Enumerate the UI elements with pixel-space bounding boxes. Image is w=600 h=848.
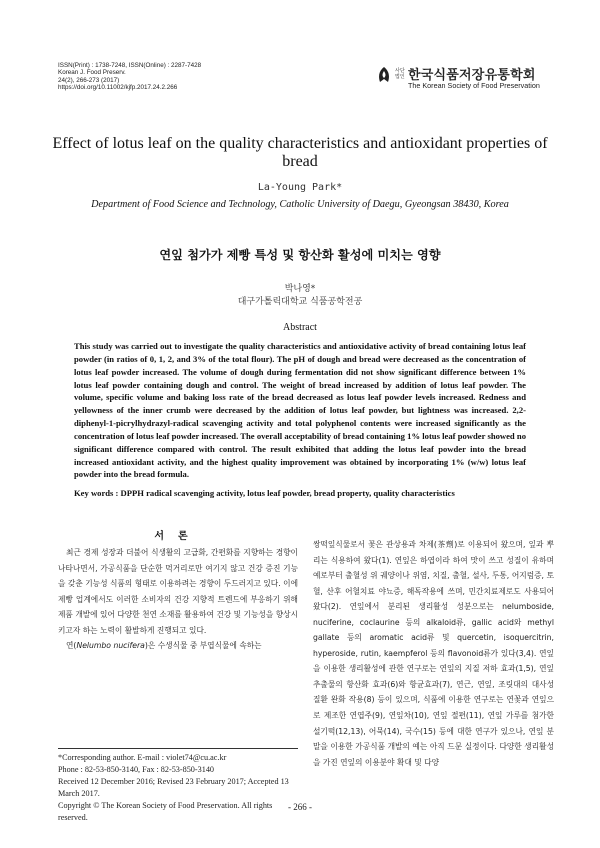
left-column <box>58 545 298 654</box>
footnote <box>58 752 298 824</box>
right-column <box>313 537 554 770</box>
society-emblem-icon <box>376 66 392 84</box>
logo-small-text: 사단 법인 <box>395 68 405 80</box>
author-affiliation: Department of Food Science and Technology, Catholic University of Daegu, Gyeongsan 38430, Korea <box>91 199 509 210</box>
korean-author: 박나영* <box>284 284 316 294</box>
issn-line: ISSN(Print) : 1738-7248, ISSN(Online) : 2287-7428 <box>58 62 202 69</box>
doi-link[interactable]: https://doi.org/10.11002/kjfp.2017.24.2.266 <box>58 83 178 91</box>
received-dates: Received 12 December 2016; Revised 23 February 2017; Accepted 13 March 2017. <box>58 777 289 798</box>
right-column-paragraph: 쌍떡잎식물로서 꽃은 관상용과 차제(茶劑)로 이용되어 왔으며, 잎과 뿌리는 식용하여 왔다(1). 연잎은 하엽이라 하여 맛이 쓰고 성질이 유하며 예로부터 출혈성 위 궤양이나 위염, 치질, 출혈, 설사, 두통, 어지럼증, 토혈, 산후 어혈치료 야뇨증, 해독작용에 쓰며, 민간치료제로도 사용되어 왔다(2). 연잎에서 분리된 생리활성 성분으로는 nelumboside, nuciferine, coclaurine 등의 alkaloid류, gallic acid와 methyl gallate 등의 aromatic acid류 및 quercetin, isoquercitrin, hyperoside, rutin, kaempferol 등의 flavonoid류가 있다(3,4). 연잎을 이용한 생리활성에 관한 연구로는 연잎의 지질 저하 효과(1,5), 연잎 추출물의 항산화 효과(6)와 항균효과(7), 연근, 연잎, 조릿대의 대사성 질환 완화 작용(8) 등이 있으며, 식품에 이용한 연구로는 연꽃과 연잎으로 제조한 연엽주(9), 연잎차(10), 연잎 절편(11), 연잎 가루를 첨가한 설기떡(12,13), 어묵(14), 국수(15) 등에 대한 연구가 있으나, 연잎 분말을 이용한 가공식품 개발의 예는 아직 드문 실정이다. 다양한 생리활성을 가진 연잎의 이용분야 확대 및 다양 <box>313 540 554 767</box>
keywords-line: Key words : DPPH radical scavenging activity, lotus leaf powder, bread property, quality characteristics <box>74 488 455 498</box>
paper-title: Effect of lotus leaf on the quality characteristics and antioxidant properties of bread <box>52 135 548 170</box>
abstract-heading: Abstract <box>283 322 317 333</box>
journal-meta <box>58 62 201 91</box>
contact-phone-fax: Phone : 82-53-850-3140, Fax : 82-53-850-3140 <box>58 765 215 774</box>
corresponding-author: *Corresponding author. E-mail : violet74@cu.ac.kr <box>58 753 227 762</box>
society-english-name: The Korean Society of Food Preservation <box>408 81 540 90</box>
society-korean-name: 한국식품저장유통학회 <box>408 68 536 83</box>
para2-suffix: )은 수생식물 중 부엽식물에 속하는 <box>144 641 262 651</box>
korean-title: 연잎 첨가가 제빵 특성 및 항산화 활성에 미치는 영향 <box>159 248 441 262</box>
intro-paragraph-2 <box>58 638 298 654</box>
author-name: La-Young Park* <box>257 182 343 193</box>
volume-issue: 24(2), 266-273 (2017) <box>58 76 120 84</box>
journal-name: Korean J. Food Preserv. <box>58 69 126 77</box>
korean-affiliation: 대구가톨릭대학교 식품공학전공 <box>237 297 363 307</box>
society-logo <box>376 64 556 94</box>
footnote-divider <box>58 748 298 749</box>
page-number: - 266 - <box>288 802 312 812</box>
species-name: Nelumbo nucifera <box>76 641 145 651</box>
copyright-notice: Copyright © The Korean Society of Food Preservation. All rights reserved. <box>58 801 273 822</box>
abstract-body: This study was carried out to investigate the quality characteristics and antioxidative activity of bread containing lotus leaf powder (in ratios of 0, 1, 2, and 3% of the total flour). The pH of dough and bread were decreased as the concentration of lotus leaf powder increased. The volume of dough during fermentation did not show significant difference between 1% lotus leaf powder containing dough and control. The weight of bread increased by addition of lotus leaf powder. The volume, specific volume and baking loss rate of the bread decreased as lotus leaf powder levels increased. Redness and yellowness of the inner crumb were decreased by the addition of lotus leaf powder, but lightness was increased. 2,2-diphenyl-1-picrylhydrazyl-radical scavenging activity and total polyphenol contents were increased significantly as the concentration of lotus leaf powder increased. The overall acceptability of bread containing 1% lotus leaf powder showed no significant difference compared with control. The result exhibited that adding the lotus leaf powder into the bread increased antioxidant activity, and the highest quality improvement was obtained by incorporating 1% (w/w) lotus leaf powder into the bread formula. <box>74 341 526 480</box>
section-heading-introduction: 서론 <box>154 531 202 542</box>
intro-paragraph-1: 최근 경제 성장과 더불어 식생활의 고급화, 간편화를 지향하는 경향이 나타나면서, 가공식품을 단순한 먹거리로만 여기지 않고 건강 증진 기능을 갖춘 기능성 식품의 형태로 이용하려는 경향이 두드러지고 있다. 이에 제빵 업계에서도 이러한 소비자의 건강 지향적 트렌드에 부응하기 위해 제품 개발에 있어 다양한 천연 소재를 활용하여 건강 및 기능성을 향상시키고자 하는 노력이 활발하게 진행되고 있다. <box>58 548 298 635</box>
para2-prefix: 연( <box>66 641 77 651</box>
